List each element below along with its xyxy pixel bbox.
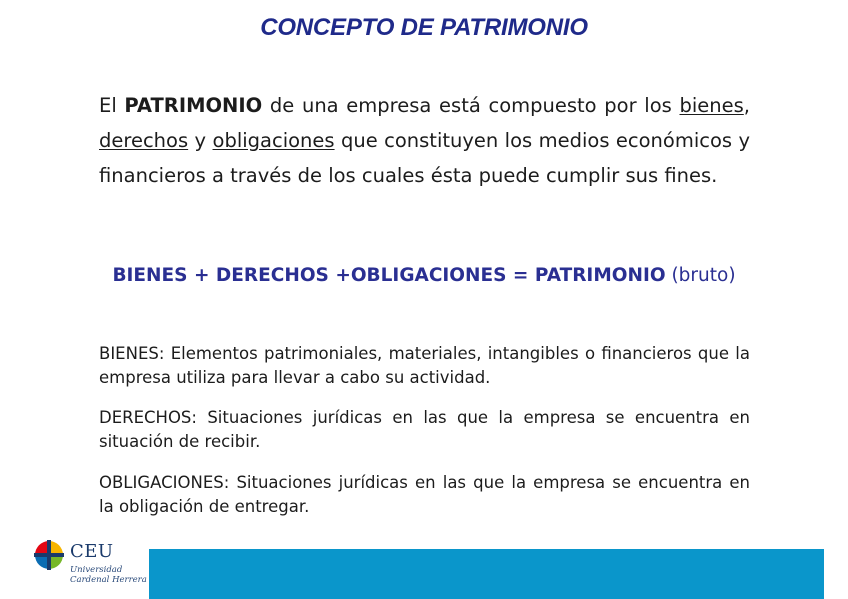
footer-bar xyxy=(149,549,824,599)
logo-line-2: Cardenal Herrera xyxy=(70,575,147,585)
intro-bold-term: PATRIMONIO xyxy=(124,94,263,117)
logo-subtitle xyxy=(70,565,147,585)
logo-line-1: Universidad xyxy=(70,565,123,575)
formula-equation: BIENES + DERECHOS +OBLIGACIONES = PATRIMONIO xyxy=(112,265,666,286)
definition-derechos: DERECHOS: Situaciones jurídicas en las que la empresa se encuentra en situación de recibir. xyxy=(99,408,750,451)
intro-paragraph xyxy=(99,88,750,193)
formula-qualifier: (bruto) xyxy=(671,265,736,286)
term-bienes: bienes xyxy=(679,94,744,117)
term-obligaciones: obligaciones xyxy=(212,129,335,152)
intro-text-1: El xyxy=(99,94,125,117)
university-logo xyxy=(34,538,149,590)
ceu-cross-emblem-icon xyxy=(34,540,64,570)
slide-title: CONCEPTO DE PATRIMONIO xyxy=(260,14,588,41)
term-derechos: derechos xyxy=(99,129,189,152)
logo-name: CEU xyxy=(70,541,114,562)
definition-bienes: BIENES: Elementos patrimoniales, materiales, intangibles o financieros que la empresa utiliza para llevar a cabo su actividad. xyxy=(99,344,750,387)
definition-obligaciones: OBLIGACIONES: Situaciones jurídicas en las que la empresa se encuentra en la obligación de entregar. xyxy=(99,473,750,516)
formula xyxy=(0,265,848,286)
intro-and: y xyxy=(188,129,213,152)
intro-comma: , xyxy=(743,94,750,117)
intro-text-3: que constituyen los medios económicos y financieros a través de los cuales ésta puede cumplir sus fines. xyxy=(99,129,751,187)
intro-text-2: de una empresa está compuesto por los xyxy=(262,94,680,117)
